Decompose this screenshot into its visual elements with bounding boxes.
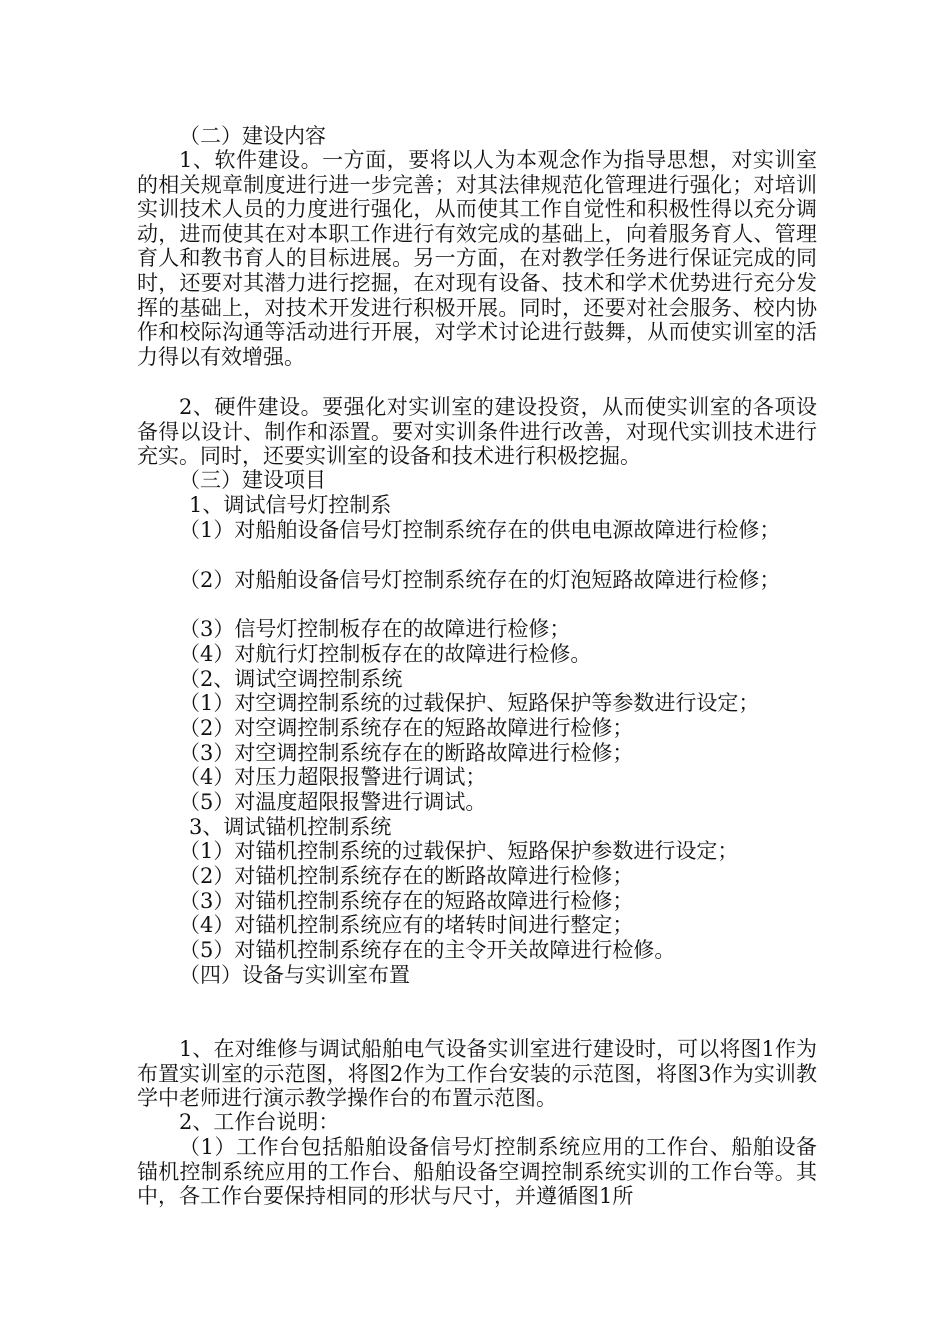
section-heading-3: （三）建设项目 xyxy=(179,468,326,492)
item1-sub1: （1）对船舶设备信号灯控制系统存在的供电电源故障进行检修； xyxy=(179,518,781,542)
item3-sub4: （4）对锚机控制系统应有的堵转时间进行整定； xyxy=(179,913,634,937)
workbench-title: 2、工作台说明： xyxy=(179,1110,340,1134)
item2-sub2: （2）对空调控制系统存在的短路故障进行检修； xyxy=(179,716,634,740)
item3-title: 3、调试锚机控制系统 xyxy=(189,815,392,839)
item3-sub3: （3）对锚机控制系统存在的短路故障进行检修； xyxy=(179,889,634,913)
paragraph-hardware-construction: 2、硬件建设。要强化对实训室的建设投资，从而使实训室的各项设备得以设计、制作和添置。要对实训条件进行改善，对现代实训技术进行充实。同时，还要实训室的设备和技术进行积极挖掘。 xyxy=(137,395,817,469)
paragraph-room-layout: 1、在对维修与调试船舶电气设备实训室进行建设时，可以将图1作为布置实训室的示范图，将图2作为工作台安装的示范图，将图3作为实训教学中老师进行演示教学操作台的布置示范图。 xyxy=(137,1037,817,1111)
item2-sub5: （5）对温度超限报警进行调试。 xyxy=(179,790,487,814)
item1-sub4: （4）对航行灯控制板存在的故障进行检修。 xyxy=(179,642,592,666)
item1-title: 1、调试信号灯控制系 xyxy=(189,493,392,517)
paragraph-workbench: （1）工作台包括船舶设备信号灯控制系统应用的工作台、船舶设备锚机控制系统应用的工作台、船舶设备空调控制系统实训的工作台等。其中，各工作台要保持相同的形状与尺寸，并遵循图1所 xyxy=(137,1135,817,1209)
section-heading-2: （二）建设内容 xyxy=(179,124,326,148)
item2-sub4: （4）对压力超限报警进行调试； xyxy=(179,765,487,789)
item2-sub1: （1）对空调控制系统的过载保护、短路保护等参数进行设定； xyxy=(179,691,760,715)
section-heading-4: （四）设备与实训室布置 xyxy=(179,963,410,987)
item1-sub2: （2）对船舶设备信号灯控制系统存在的灯泡短路故障进行检修； xyxy=(179,568,781,592)
item2-sub3: （3）对空调控制系统存在的断路故障进行检修； xyxy=(179,741,634,765)
item1-sub3: （3）信号灯控制板存在的故障进行检修； xyxy=(179,617,571,641)
paragraph-software-construction: 1、软件建设。一方面，要将以人为本观念作为指导思想，对实训室的相关规章制度进行进一步完善；对其法律规范化管理进行强化；对培训实训技术人员的力度进行强化，从而使其工作自觉性和积极性得以充分调动，进而使其在对本职工作进行有效完成的基础上，向着服务育人、管理育人和教书育人的目标进展。另一方面，在对教学任务进行保证完成的同时，还要对其潜力进行挖掘，在对现有设备、技术和学术优势进行充分发挥的基础上，对技术开发进行积极开展。同时，还要对社会服务、校内协作和校际沟通等活动进行开展，对学术讨论进行鼓舞，从而使实训室的活力得以有效增强。 xyxy=(137,148,817,369)
item3-sub1: （1）对锚机控制系统的过载保护、短路保护参数进行设定； xyxy=(179,839,739,863)
item2-title: （2、调试空调控制系统 xyxy=(179,667,403,691)
item3-sub2: （2）对锚机控制系统存在的断路故障进行检修； xyxy=(179,864,634,888)
item3-sub5: （5）对锚机控制系统存在的主令开关故障进行检修。 xyxy=(179,938,676,962)
